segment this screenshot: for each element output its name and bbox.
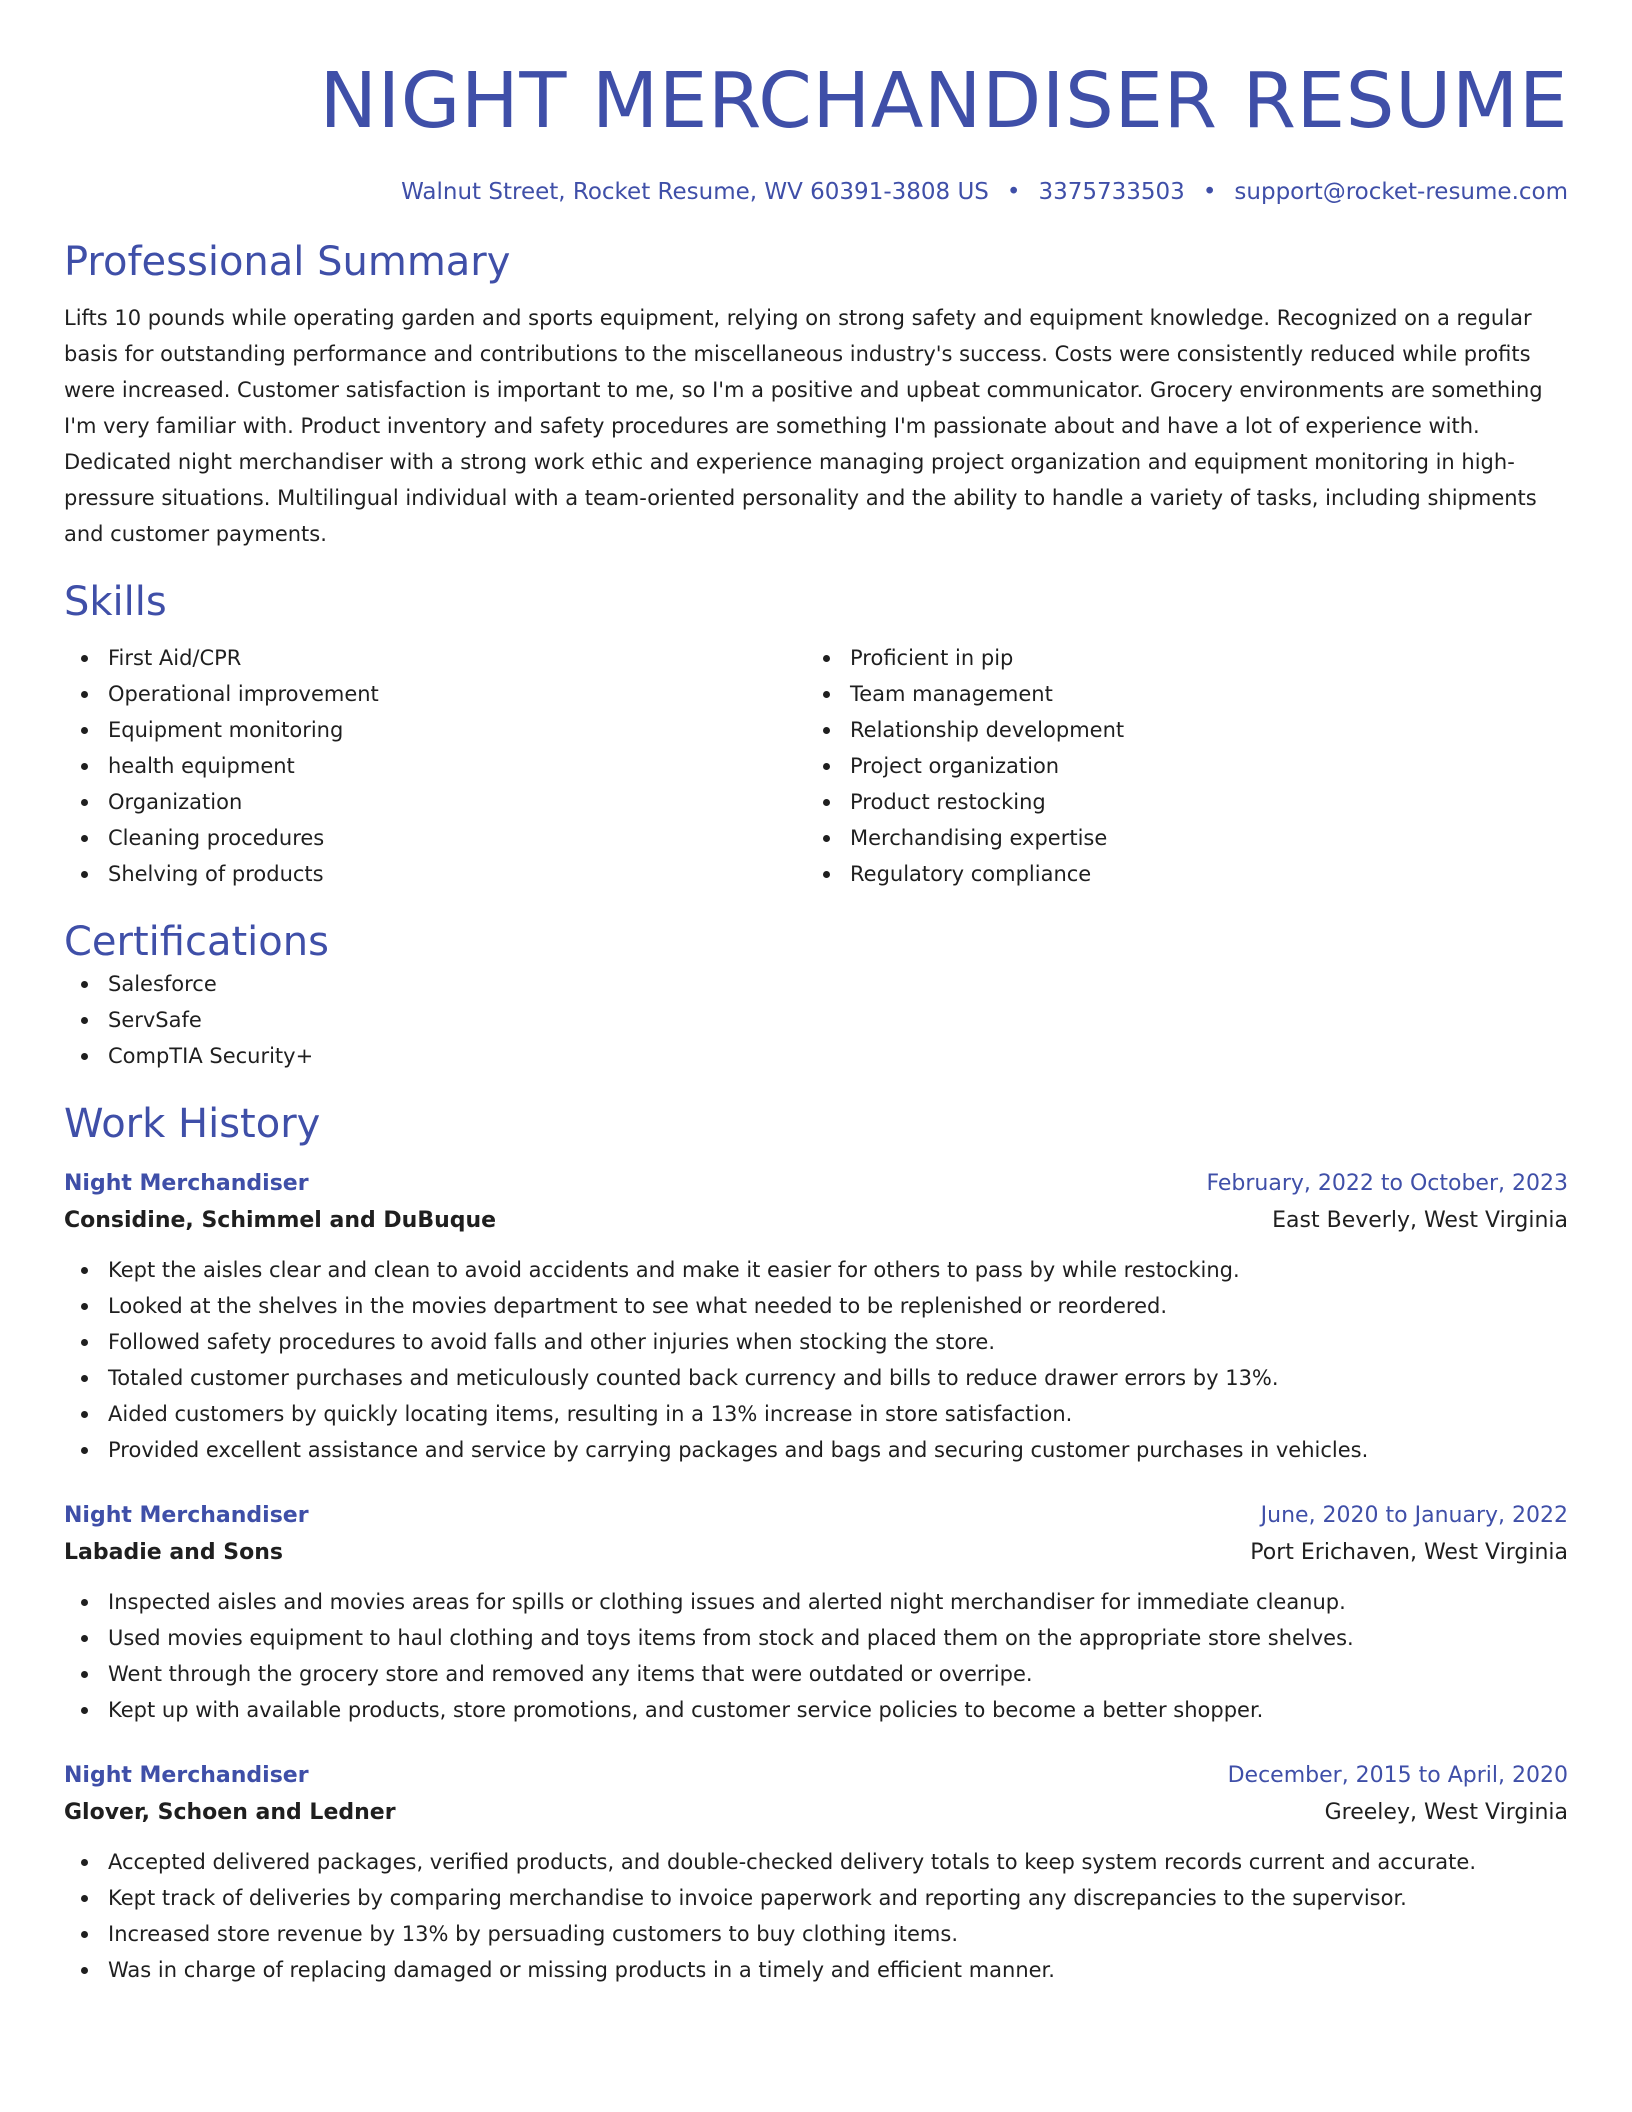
job-header-row [64,1166,1568,1202]
skill-item: Organization [64,784,806,820]
phone-number: 3375733503 [1038,179,1185,205]
skill-item: Proficient in pip [806,640,1548,676]
skill-item: Project organization [806,748,1548,784]
job-duty: Increased store revenue by 13% by persuading customers to buy clothing items. [64,1916,1568,1952]
job-duty: Accepted delivered packages, verified products, and double-checked delivery totals to keep system records current and accurate. [64,1844,1568,1880]
job-entry [64,1166,1568,1468]
separator-dot: • [1202,179,1217,205]
job-duty: Looked at the shelves in the movies department to see what needed to be replenished or reordered. [64,1288,1568,1324]
skill-item: health equipment [64,748,806,784]
skill-item: First Aid/CPR [64,640,806,676]
job-duty: Inspected aisles and movies areas for spills or clothing issues and alerted night merchandiser for immediate cleanup. [64,1584,1568,1620]
job-duty: Aided customers by quickly locating items, resulting in a 13% increase in store satisfaction. [64,1396,1568,1432]
job-duties-list [64,1252,1568,1468]
summary-text: Lifts 10 pounds while operating garden and sports equipment, relying on strong safety and equipment knowledge. Recognized on a regular basis for outstanding performance and contributions to the miscellaneous industry's success. Costs were consistently reduced while profits were increased. Customer satisfaction is important to me, so I'm a positive and upbeat communicator. Grocery environments are something I'm very familiar with. Product inventory and safety procedures are something I'm passionate about and have a lot of experience with. Dedicated night merchandiser with a strong work ethic and experience managing project organization and equipment monitoring in high-pressure situations. Multilingual individual with a team-oriented personality and the ability to handle a variety of tasks, including shipments and customer payments. [64,306,1543,546]
skill-item: Equipment monitoring [64,712,806,748]
skills-list-left [64,640,806,892]
skills-column-left [64,640,806,892]
skills-list-right [806,640,1548,892]
job-duty: Kept up with available products, store promotions, and customer service policies to become a better shopper. [64,1692,1568,1728]
job-dates: February, 2022 to October, 2023 [1206,1171,1568,1196]
job-title: Night Merchandiser [64,1503,309,1528]
resume-page [64,0,1568,1988]
skills-grid [64,640,1568,892]
job-location: Port Erichaven, West Virginia [1250,1540,1568,1565]
job-duty: Was in charge of replacing damaged or missing products in a timely and efficient manner. [64,1952,1568,1988]
job-duty: Kept track of deliveries by comparing merchandise to invoice paperwork and reporting any discrepancies to the supervisor. [64,1880,1568,1916]
section-title-summary: Professional Summary [64,239,511,285]
job-company-row [64,1534,1568,1572]
job-duty: Followed safety procedures to avoid falls and other injuries when stocking the store. [64,1324,1568,1360]
job-entry [64,1758,1568,1988]
job-entry [64,1498,1568,1728]
skills-column-right [806,640,1548,892]
skill-item: Shelving of products [64,856,806,892]
job-title: Night Merchandiser [64,1171,309,1196]
job-duty: Totaled customer purchases and meticulously counted back currency and bills to reduce drawer errors by 13%. [64,1360,1568,1396]
skill-item: Cleaning procedures [64,820,806,856]
email-address: support@rocket-resume.com [1234,179,1568,205]
certification-item: Salesforce [64,966,1568,1002]
certification-item: CompTIA Security+ [64,1038,1568,1074]
job-location: East Beverly, West Virginia [1272,1208,1568,1233]
contact-line [64,176,1568,208]
skill-item: Regulatory compliance [806,856,1548,892]
job-company-row [64,1202,1568,1240]
skill-item: Relationship development [806,712,1548,748]
job-company-row [64,1794,1568,1832]
job-dates: December, 2015 to April, 2020 [1227,1763,1568,1788]
company-name: Considine, Schimmel and DuBuque [64,1208,497,1233]
company-name: Labadie and Sons [64,1540,283,1565]
job-duty: Kept the aisles clear and clean to avoid accidents and make it easier for others to pass by while restocking. [64,1252,1568,1288]
job-duty: Used movies equipment to haul clothing and toys items from stock and placed them on the appropriate store shelves. [64,1620,1568,1656]
certification-item: ServSafe [64,1002,1568,1038]
company-name: Glover, Schoen and Ledner [64,1800,396,1825]
skill-item: Product restocking [806,784,1548,820]
address: Walnut Street, Rocket Resume, WV 60391-3808 US [401,179,989,205]
section-title-skills: Skills [64,579,167,625]
job-header-row [64,1498,1568,1534]
separator-dot: • [1006,179,1021,205]
job-title: Night Merchandiser [64,1763,309,1788]
resume-title: NIGHT MERCHANDISER RESUME [319,57,1568,146]
job-duties-list [64,1844,1568,1988]
job-location: Greeley, West Virginia [1324,1800,1568,1825]
skill-item: Merchandising expertise [806,820,1548,856]
job-duty: Went through the grocery store and removed any items that were outdated or overripe. [64,1656,1568,1692]
skill-item: Team management [806,676,1548,712]
job-dates: June, 2020 to January, 2022 [1260,1503,1568,1528]
skill-item: Operational improvement [64,676,806,712]
certifications-list [64,966,1568,1074]
job-duty: Provided excellent assistance and service by carrying packages and bags and securing customer purchases in vehicles. [64,1432,1568,1468]
job-header-row [64,1758,1568,1794]
section-title-work-history: Work History [64,1101,321,1147]
job-duties-list [64,1584,1568,1728]
section-title-certifications: Certifications [64,919,329,965]
